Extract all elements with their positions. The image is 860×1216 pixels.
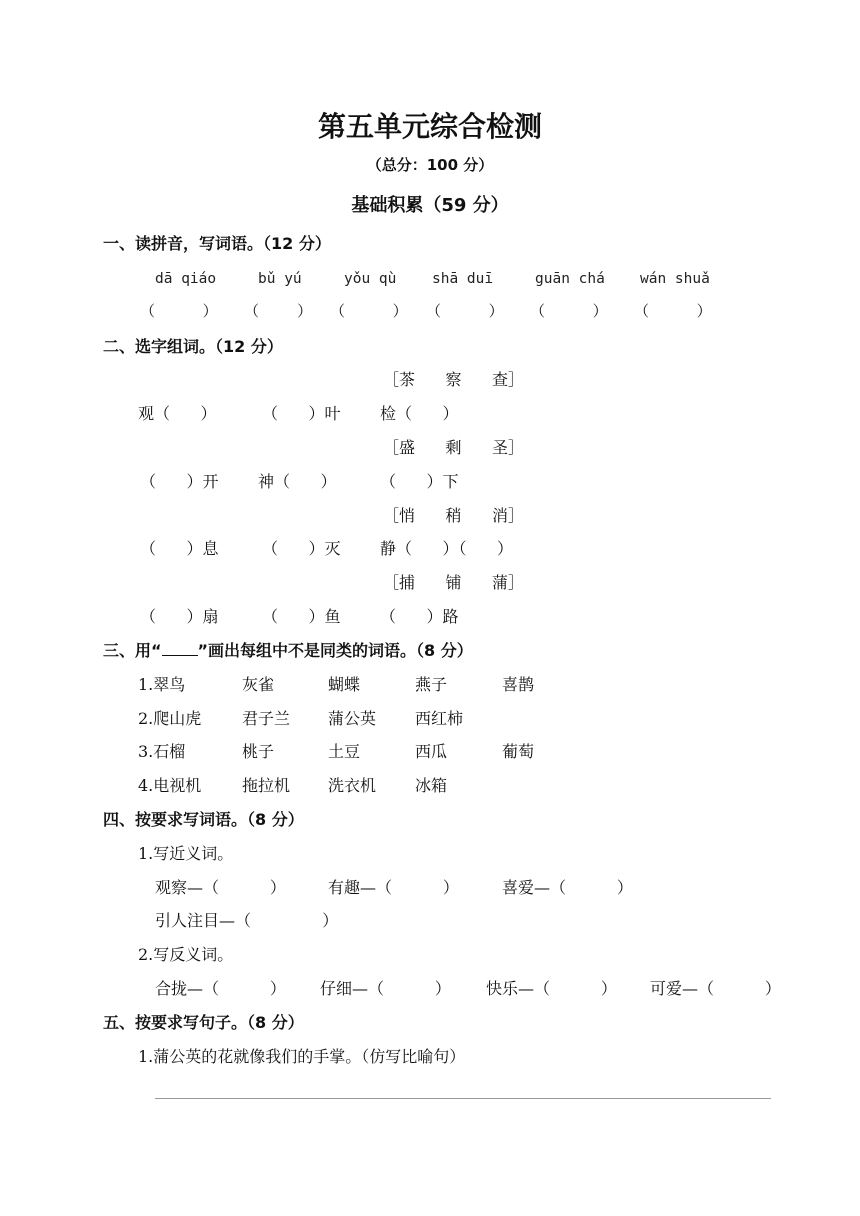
word-item[interactable]: 蝴蝶 (328, 675, 361, 694)
word-blank[interactable]: （ ）开 (140, 472, 219, 491)
word-item[interactable]: 燕子 (415, 675, 448, 694)
word-item[interactable]: 土豆 (328, 742, 361, 761)
underline-mark (162, 643, 198, 656)
page-title: 第五单元综合检测 (317, 110, 542, 143)
answer-blank-4[interactable]: （ ） (426, 302, 504, 320)
antonym-blank[interactable]: 合拢—（ ） (155, 979, 286, 998)
antonym-blank[interactable]: 仔细—（ ） (320, 979, 451, 998)
answer-blank-3[interactable]: （ ） (330, 302, 408, 320)
question-label: 1.写近义词。 (138, 844, 234, 863)
word-blank[interactable]: 静（ ）（ ） (380, 539, 514, 558)
word-item[interactable]: 喜鹊 (502, 675, 535, 694)
question-label: 2.写反义词。 (138, 945, 234, 964)
char-group-4: ［捕 铺 蒲］ (383, 573, 525, 592)
word-item[interactable]: 西红柿 (415, 709, 464, 728)
answer-blank-5[interactable]: （ ） (530, 302, 608, 320)
word-item[interactable]: 1.翠鸟 (138, 675, 186, 694)
word-blank[interactable]: （ ）路 (380, 607, 459, 626)
section-1-heading: 一、读拼音，写词语。（12 分） (103, 234, 331, 253)
word-item[interactable]: 3.石榴 (138, 742, 186, 761)
word-blank[interactable]: （ ）叶 (262, 404, 341, 423)
word-item[interactable]: 桃子 (242, 742, 275, 761)
heading-suffix: ”画出每组中不是同类的词语。（8 分） (197, 641, 473, 660)
pinyin-1: dā qiáo (155, 271, 217, 287)
word-item[interactable]: 2.爬山虎 (138, 709, 202, 728)
word-item[interactable]: 葡萄 (502, 742, 535, 761)
synonym-blank[interactable]: 有趣—（ ） (328, 878, 459, 897)
word-item[interactable]: 4.电视机 (138, 776, 202, 795)
word-blank[interactable]: 检（ ） (380, 404, 459, 423)
pinyin-6: wán shuǎ (640, 271, 710, 287)
antonym-blank[interactable]: 快乐—（ ） (486, 979, 617, 998)
word-item[interactable]: 洗衣机 (328, 776, 377, 795)
part-title: 基础积累（59 分） (351, 195, 509, 216)
synonym-blank[interactable]: 喜爱—（ ） (502, 878, 633, 897)
pinyin-2: bǔ yú (258, 271, 302, 287)
pinyin-4: shā duī (432, 271, 494, 287)
word-item[interactable]: 拖拉机 (242, 776, 291, 795)
pinyin-3: yǒu qù (344, 271, 397, 287)
word-item[interactable]: 西瓜 (415, 742, 448, 761)
word-blank[interactable]: （ ）鱼 (262, 607, 341, 626)
answer-line[interactable] (155, 1098, 771, 1099)
section-5-heading: 五、按要求写句子。（8 分） (103, 1013, 304, 1032)
word-blank[interactable]: （ ）下 (380, 472, 459, 491)
char-group-2: ［盛 剩 圣］ (383, 438, 525, 457)
question-label: 1.蒲公英的花就像我们的手掌。（仿写比喻句） (138, 1047, 466, 1066)
antonym-blank[interactable]: 可爱—（ ） (650, 979, 781, 998)
word-blank[interactable]: （ ）息 (140, 539, 219, 558)
total-score: （总分：100 分） (366, 156, 494, 174)
word-blank[interactable]: 观（ ） (138, 404, 217, 423)
word-item[interactable]: 君子兰 (242, 709, 291, 728)
char-group-1: ［茶 察 查］ (383, 370, 525, 389)
word-item[interactable]: 蒲公英 (328, 709, 377, 728)
word-blank[interactable]: 神（ ） (258, 472, 337, 491)
word-blank[interactable]: （ ）扇 (140, 607, 219, 626)
char-group-3: ［悄 稍 消］ (383, 506, 525, 525)
synonym-blank[interactable]: 观察—（ ） (155, 878, 286, 897)
answer-blank-1[interactable]: （ ） (140, 302, 218, 320)
word-blank[interactable]: （ ）灭 (262, 539, 341, 558)
synonym-blank[interactable]: 引人注目—（ ） (155, 911, 339, 930)
word-item[interactable]: 灰雀 (242, 675, 275, 694)
answer-blank-6[interactable]: （ ） (634, 302, 712, 320)
section-3-heading (103, 643, 473, 659)
answer-blank-2[interactable]: （ ） (244, 302, 313, 320)
section-4-heading: 四、按要求写词语。（8 分） (103, 810, 304, 829)
word-item[interactable]: 冰箱 (415, 776, 448, 795)
pinyin-5: guān chá (535, 271, 605, 287)
heading-prefix: 三、用“ (103, 641, 162, 660)
section-2-heading: 二、选字组词。（12 分） (103, 337, 283, 356)
